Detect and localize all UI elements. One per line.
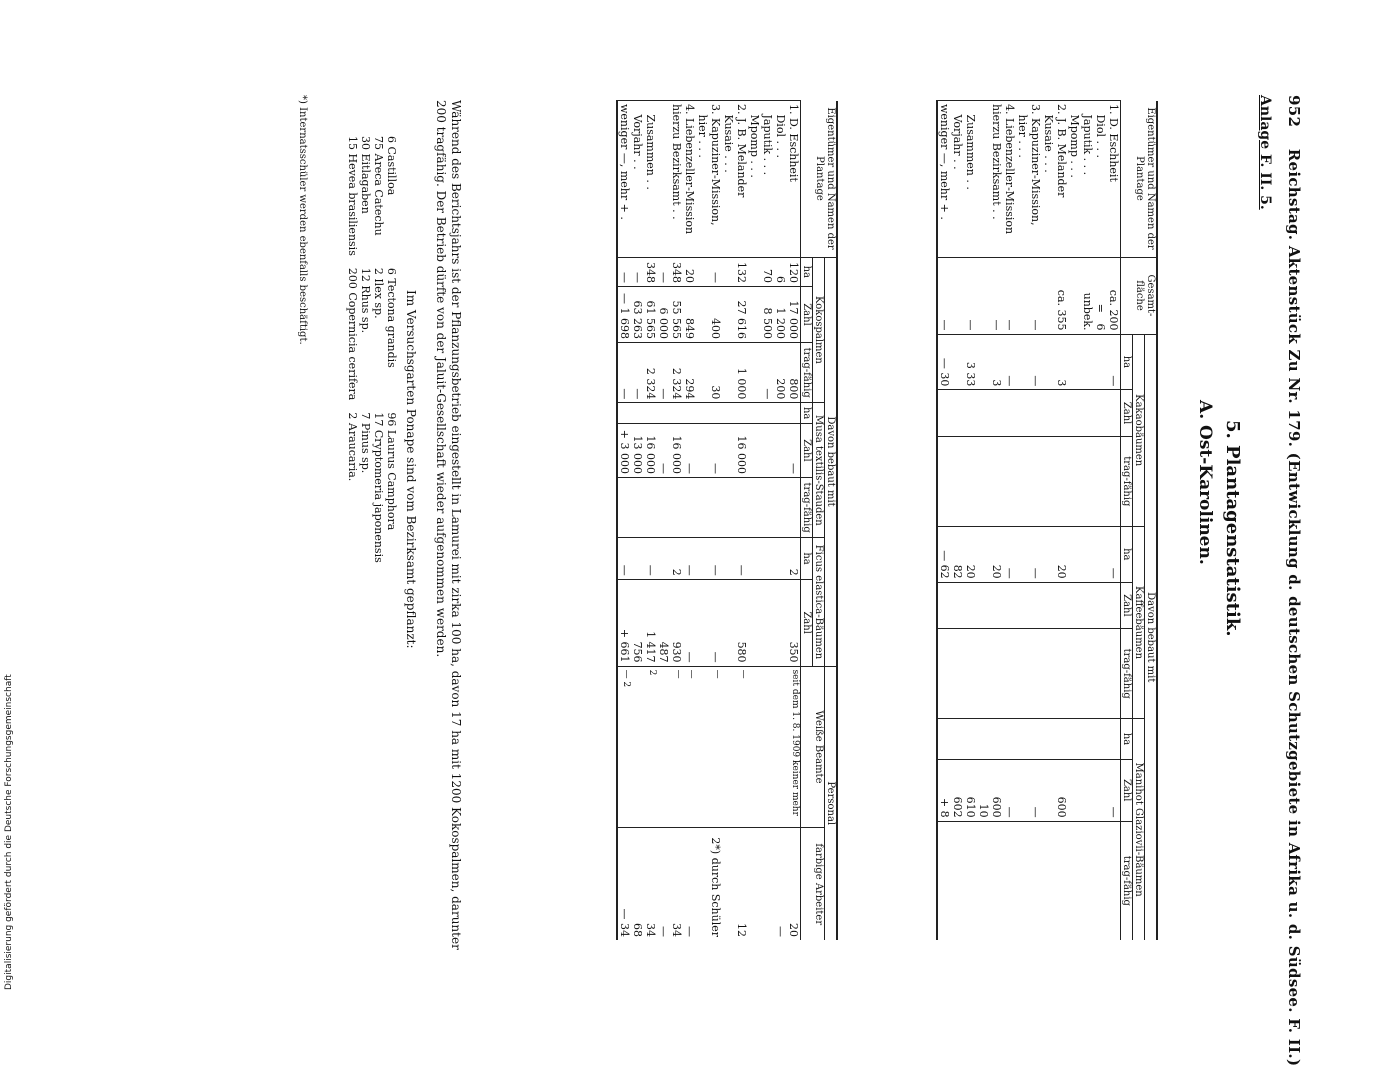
table-row: [1042, 101, 1068, 941]
kakao-trag-cell: [1068, 436, 1121, 526]
table-row: [1016, 101, 1042, 941]
musa-zahl-cell: 16 000: [722, 423, 748, 477]
row-name: weniger —, mehr + .: [937, 101, 951, 258]
kaffee-x1: [951, 582, 977, 628]
musa-ha-cell: [657, 403, 683, 423]
table-row: [951, 101, 977, 941]
row-name: 1. D. Eschheit Diol . . . Japutik . . . Mpomp . . .: [748, 101, 801, 258]
row-name: 3. Kapuziner-Mission, hier . . .: [696, 101, 722, 258]
kaffee-x2: [1042, 629, 1068, 719]
plant-item: 96 Laurus Camphora: [385, 412, 398, 531]
musa-trag-cell: [617, 477, 631, 537]
kaffee-x2: [951, 629, 977, 719]
kakao-ha-cell: —: [1016, 334, 1042, 390]
table-row: [1003, 101, 1016, 941]
kakao-trag-cell: [951, 436, 977, 526]
kokos-trag-cell: 2 324 —: [657, 342, 683, 402]
sidebar-credit: [4, 600, 18, 990]
kaffee-zahl-cell: 20 82: [951, 526, 977, 582]
table-row: [748, 101, 801, 941]
plant-item: 2 Araucaria.: [346, 412, 359, 482]
section-title: 5. Plantagenstatistik.: [1222, 420, 1243, 637]
ficus-ha-cell: —: [683, 538, 696, 579]
kokos-ha-cell: 20: [683, 257, 696, 287]
h-ha: ha: [801, 403, 813, 423]
farbige-cell: —: [683, 828, 696, 940]
gesamt-cell: —: [937, 257, 951, 334]
musa-ha-cell: [683, 403, 696, 423]
table-row: [617, 101, 631, 941]
row-name: 4. Liebenzeller-Mission: [1003, 101, 1016, 258]
table-row: [683, 101, 696, 941]
manihot-ha-cell: [1003, 719, 1016, 760]
manihot-zahl-cell: —: [1003, 759, 1016, 821]
manihot-zahl-cell: —: [1068, 759, 1121, 821]
kokos-ha-cell: 132: [722, 257, 748, 287]
ficus-zahl-cell: —: [683, 579, 696, 666]
weisse-cell: —: [696, 666, 722, 828]
kokos-zahl-cell: 17 000 1 200 8 500: [748, 287, 801, 343]
ficus-zahl-cell: 350: [748, 579, 801, 666]
manihot-zahl-cell: 600: [1042, 759, 1068, 821]
table-row: [722, 101, 748, 941]
page-number: 952: [1285, 95, 1303, 128]
manihot-trag-cell: [1042, 821, 1068, 940]
manihot-zahl-cell: 610 602: [951, 759, 977, 821]
ficus-zahl-cell: —: [696, 579, 722, 666]
table-row: [696, 101, 722, 941]
col-manihot: Manihot Glaziovii-Bäumen: [1133, 719, 1145, 940]
h-ha: ha: [801, 257, 813, 287]
table-row: [977, 101, 1003, 941]
kaffee-x2: [1068, 629, 1121, 719]
manihot-trag-cell: [937, 821, 951, 940]
plants-list: [346, 130, 398, 569]
farbige-cell: 34 68: [631, 828, 657, 940]
weisse-cell: — 2: [617, 666, 631, 828]
farbige-cell: 2*) durch Schüler: [696, 828, 722, 940]
h-ha: ha: [1121, 334, 1133, 390]
manihot-zahl-cell: + 8: [937, 759, 951, 821]
plant-item: 75 Areca Catechu: [372, 136, 385, 236]
musa-trag-cell: [657, 477, 683, 537]
kaffee-x1: [1016, 582, 1042, 628]
kakao-trag-cell: [1003, 436, 1016, 526]
manihot-ha-cell: [1042, 719, 1068, 760]
h-ha: ha: [801, 538, 813, 579]
kokos-ha-cell: —: [617, 257, 631, 287]
kakao-ha-cell: 3: [1042, 334, 1068, 390]
gesamt-cell: —: [1003, 257, 1016, 334]
kakao-zahl-cell: [1068, 390, 1121, 436]
musa-ha-cell: [696, 403, 722, 423]
h-ha: ha: [1121, 526, 1133, 582]
kaffee-x1: [977, 582, 1003, 628]
kakao-trag-cell: [977, 436, 1003, 526]
kokos-trag-cell: 1 000: [722, 342, 748, 402]
kokos-trag-cell: 2 324 —: [631, 342, 657, 402]
plant-item: 200 Copernicia cerifera: [346, 267, 359, 401]
plant-item: 6 Castilloa: [385, 136, 398, 196]
manihot-trag-cell: [951, 821, 977, 940]
weisse-cell: —: [657, 666, 683, 828]
col-kakao: Kakaobäumen: [1133, 334, 1145, 526]
kakao-ha-cell: — 30: [937, 334, 951, 390]
note-paragraph: Während des Berichtsjahrs ist der Pflanzungsbetrieb eingestellt in Lamurei mit zirka 100 ha, davon 17 ha mit 1200 Kokospalmen, darunter 200 tragfähig. Der Betrieb dürfte von der Jaluit-Gesellschaft wieder aufgenommen werden.: [434, 100, 463, 950]
musa-trag-cell: [748, 477, 801, 537]
kokos-zahl-cell: 400: [696, 287, 722, 343]
weisse-cell: 2: [631, 666, 657, 828]
col-owner: Eigentümer und Namen der Plantage: [1121, 101, 1158, 258]
col-ficus: Ficus elastica-Bäumen: [813, 538, 825, 666]
kaffee-x1: [1068, 582, 1121, 628]
col-davon: Davon bebaut mit: [1145, 334, 1158, 940]
row-name: 2. J. B. Melander Kusaie . . .: [722, 101, 748, 258]
plantation-table-bottom: [616, 100, 838, 940]
plant-item: 15 Hevea brasiliensis: [346, 136, 359, 256]
kokos-zahl-cell: 61 565 63 263: [631, 287, 657, 343]
col-kokos: Kokospalmen: [813, 257, 825, 403]
gesamt-cell: ca. 200 = 6 unbek.: [1068, 257, 1121, 334]
manihot-ha-cell: [977, 719, 1003, 760]
h-zahl: Zahl: [801, 579, 813, 666]
row-name: 3. Kapuziner-Mission, hier . . .: [1016, 101, 1042, 258]
row-name: 2. J. B. Melander Kusaie . . .: [1042, 101, 1068, 258]
header-title: Reichstag. Aktenstück Zu Nr. 179. (Entwicklung d. deutschen Schutzgebiete in Afrika u. d. Südsee. F. II.): [1285, 148, 1303, 1066]
ficus-ha-cell: —: [722, 538, 748, 579]
manihot-zahl-cell: —: [1016, 759, 1042, 821]
col-gesamt: Gesamt-fläche: [1121, 257, 1158, 334]
musa-ha-cell: [722, 403, 748, 423]
kakao-trag-cell: [1042, 436, 1068, 526]
musa-zahl-cell: —: [683, 423, 696, 477]
kokos-ha-cell: 120 6 70: [748, 257, 801, 287]
kaffee-x2: [977, 629, 1003, 719]
h-trag: trag-fähig: [801, 477, 813, 537]
kakao-zahl-cell: [1003, 390, 1016, 436]
kaffee-x2: [1016, 629, 1042, 719]
kokos-ha-cell: 348 —: [657, 257, 683, 287]
plant-row: [372, 130, 385, 569]
row-name: weniger —, mehr + .: [617, 101, 631, 258]
running-header: [1285, 95, 1303, 1066]
row-name: Zusammen . . Vorjahr . .: [951, 101, 977, 258]
col-weisse: Weiße Beamte: [801, 666, 825, 828]
musa-trag-cell: [696, 477, 722, 537]
col-musa: Musa textilis-Stauden: [813, 403, 825, 538]
h-trag: trag-fähig: [801, 342, 813, 402]
musa-zahl-cell: —: [696, 423, 722, 477]
ficus-ha-cell: —: [696, 538, 722, 579]
ficus-ha-cell: —: [631, 538, 657, 579]
kokos-ha-cell: —: [696, 257, 722, 287]
plant-row: [385, 130, 398, 569]
weisse-cell: seit dem 1. 8. 1909 keiner mehr: [748, 666, 801, 828]
farbige-cell: 34 —: [657, 828, 683, 940]
row-name: 4. Liebenzeller-Mission: [683, 101, 696, 258]
h-zahl: Zahl: [801, 423, 813, 477]
gesamt-cell: —: [977, 257, 1003, 334]
manihot-ha-cell: [1068, 719, 1121, 760]
col-davon: Davon bebaut mit: [825, 257, 838, 666]
row-name: hierzu Bezirksamt . .: [977, 101, 1003, 258]
kakao-zahl-cell: [1042, 390, 1068, 436]
h-zahl: Zahl: [1121, 390, 1133, 436]
table-row: [631, 101, 657, 941]
plant-item: 17 Cryptomeria japonensis: [372, 412, 385, 563]
h-trag: trag-fähig: [1121, 629, 1133, 719]
manihot-trag-cell: [1003, 821, 1016, 940]
anlage-label: Anlage F. II. 5.: [1257, 95, 1273, 210]
manihot-ha-cell: [937, 719, 951, 760]
kaffee-x1: [1042, 582, 1068, 628]
h-trag: trag-fähig: [1121, 436, 1133, 526]
ficus-ha-cell: —: [617, 538, 631, 579]
row-name: 1. D. Eschheit Diol . . . Japutik . . . Mpomp . . .: [1068, 101, 1121, 258]
plant-row: [346, 130, 359, 569]
kokos-trag-cell: 30: [696, 342, 722, 402]
ficus-zahl-cell: 1 417 756: [631, 579, 657, 666]
kaffee-zahl-cell: 20: [977, 526, 1003, 582]
h-zahl: Zahl: [1121, 759, 1133, 821]
kokos-zahl-cell: 27 616: [722, 287, 748, 343]
subsection-title: A. Ost-Karolinen.: [1195, 400, 1215, 565]
row-name: Zusammen . . Vorjahr . .: [631, 101, 657, 258]
musa-zahl-cell: 16 000 13 000: [631, 423, 657, 477]
row-name: hierzu Bezirksamt . .: [657, 101, 683, 258]
manihot-ha-cell: [1016, 719, 1042, 760]
garden-intro: Im Versuchsgarten Ponape sind vom Bezirksamt gepflanzt:: [404, 290, 418, 649]
kokos-zahl-cell: — 1 698: [617, 287, 631, 343]
farbige-cell: 20 —: [748, 828, 801, 940]
kakao-trag-cell: [937, 436, 951, 526]
col-farbige: farbige Arbeiter: [801, 828, 825, 940]
plant-item: 2 Ilex sp.: [372, 267, 385, 319]
ficus-zahl-cell: + 661: [617, 579, 631, 666]
kaffee-zahl-cell: —: [1016, 526, 1042, 582]
manihot-trag-cell: [1016, 821, 1042, 940]
kokos-trag-cell: 800 200 —: [748, 342, 801, 402]
farbige-cell: — 34: [617, 828, 631, 940]
musa-zahl-cell: 16 000 —: [657, 423, 683, 477]
kakao-ha-cell: —: [1068, 334, 1121, 390]
kakao-ha-cell: —: [1003, 334, 1016, 390]
plantation-table-top: [936, 100, 1158, 940]
kokos-trag-cell: 294: [683, 342, 696, 402]
kokos-zahl-cell: 849: [683, 287, 696, 343]
kaffee-zahl-cell: 20: [1042, 526, 1068, 582]
table-row: [937, 101, 951, 941]
col-personal: Personal: [825, 666, 838, 940]
ficus-zahl-cell: 580: [722, 579, 748, 666]
musa-zahl-cell: —: [748, 423, 801, 477]
kakao-trag-cell: [1016, 436, 1042, 526]
sidebar-credit-text: Digitalisierung gefördert durch die Deutsche Forschungsgemeinschaft: [4, 674, 14, 990]
manihot-ha-cell: [951, 719, 977, 760]
musa-trag-cell: [631, 477, 657, 537]
plant-item: 30 Eitlagaben: [359, 136, 372, 214]
h-zahl: Zahl: [1121, 582, 1133, 628]
manihot-trag-cell: [1068, 821, 1121, 940]
col-owner: Eigentümer und Namen der Plantage: [801, 101, 838, 258]
gesamt-cell: —: [1016, 257, 1042, 334]
table-row: [1068, 101, 1121, 941]
kakao-ha-cell: 3 33: [951, 334, 977, 390]
musa-trag-cell: [722, 477, 748, 537]
musa-zahl-cell: + 3 000: [617, 423, 631, 477]
plant-item: 12 Rhus sp.: [359, 267, 372, 334]
kaffee-zahl-cell: —: [1068, 526, 1121, 582]
kokos-ha-cell: 348 —: [631, 257, 657, 287]
h-ha: ha: [1121, 719, 1133, 760]
plant-row: [359, 130, 372, 569]
footnote: *) Internatsschüler werden ebenfalls beschäftigt.: [297, 95, 308, 345]
farbige-cell: 12: [722, 828, 748, 940]
musa-trag-cell: [683, 477, 696, 537]
musa-ha-cell: [631, 403, 657, 423]
kaffee-x2: [937, 629, 951, 719]
h-trag: trag-fähig: [1121, 821, 1133, 940]
ficus-ha-cell: 2: [748, 538, 801, 579]
kaffee-x1: [937, 582, 951, 628]
weisse-cell: —: [683, 666, 696, 828]
kaffee-zahl-cell: —: [1003, 526, 1016, 582]
kakao-zahl-cell: [951, 390, 977, 436]
kakao-ha-cell: 3: [977, 334, 1003, 390]
manihot-trag-cell: [977, 821, 1003, 940]
kakao-zahl-cell: [937, 390, 951, 436]
kaffee-zahl-cell: — 62: [937, 526, 951, 582]
musa-ha-cell: [617, 403, 631, 423]
kaffee-x2: [1003, 629, 1016, 719]
ficus-zahl-cell: 930 487: [657, 579, 683, 666]
kokos-trag-cell: —: [617, 342, 631, 402]
ficus-ha-cell: 2: [657, 538, 683, 579]
col-kaffee: Kaffeebäumen: [1133, 526, 1145, 718]
kokos-zahl-cell: 55 565 6 000: [657, 287, 683, 343]
gesamt-cell: ca. 355: [1042, 257, 1068, 334]
musa-ha-cell: [748, 403, 801, 423]
kaffee-x1: [1003, 582, 1016, 628]
manihot-zahl-cell: 600 10: [977, 759, 1003, 821]
h-zahl: Zahl: [801, 287, 813, 343]
kakao-zahl-cell: [1016, 390, 1042, 436]
plant-item: 6 Tectona grandis: [385, 267, 398, 368]
weisse-cell: —: [722, 666, 748, 828]
kakao-zahl-cell: [977, 390, 1003, 436]
table-row: [657, 101, 683, 941]
gesamt-cell: —: [951, 257, 977, 334]
plant-item: 7 Pinus sp.: [359, 412, 372, 474]
